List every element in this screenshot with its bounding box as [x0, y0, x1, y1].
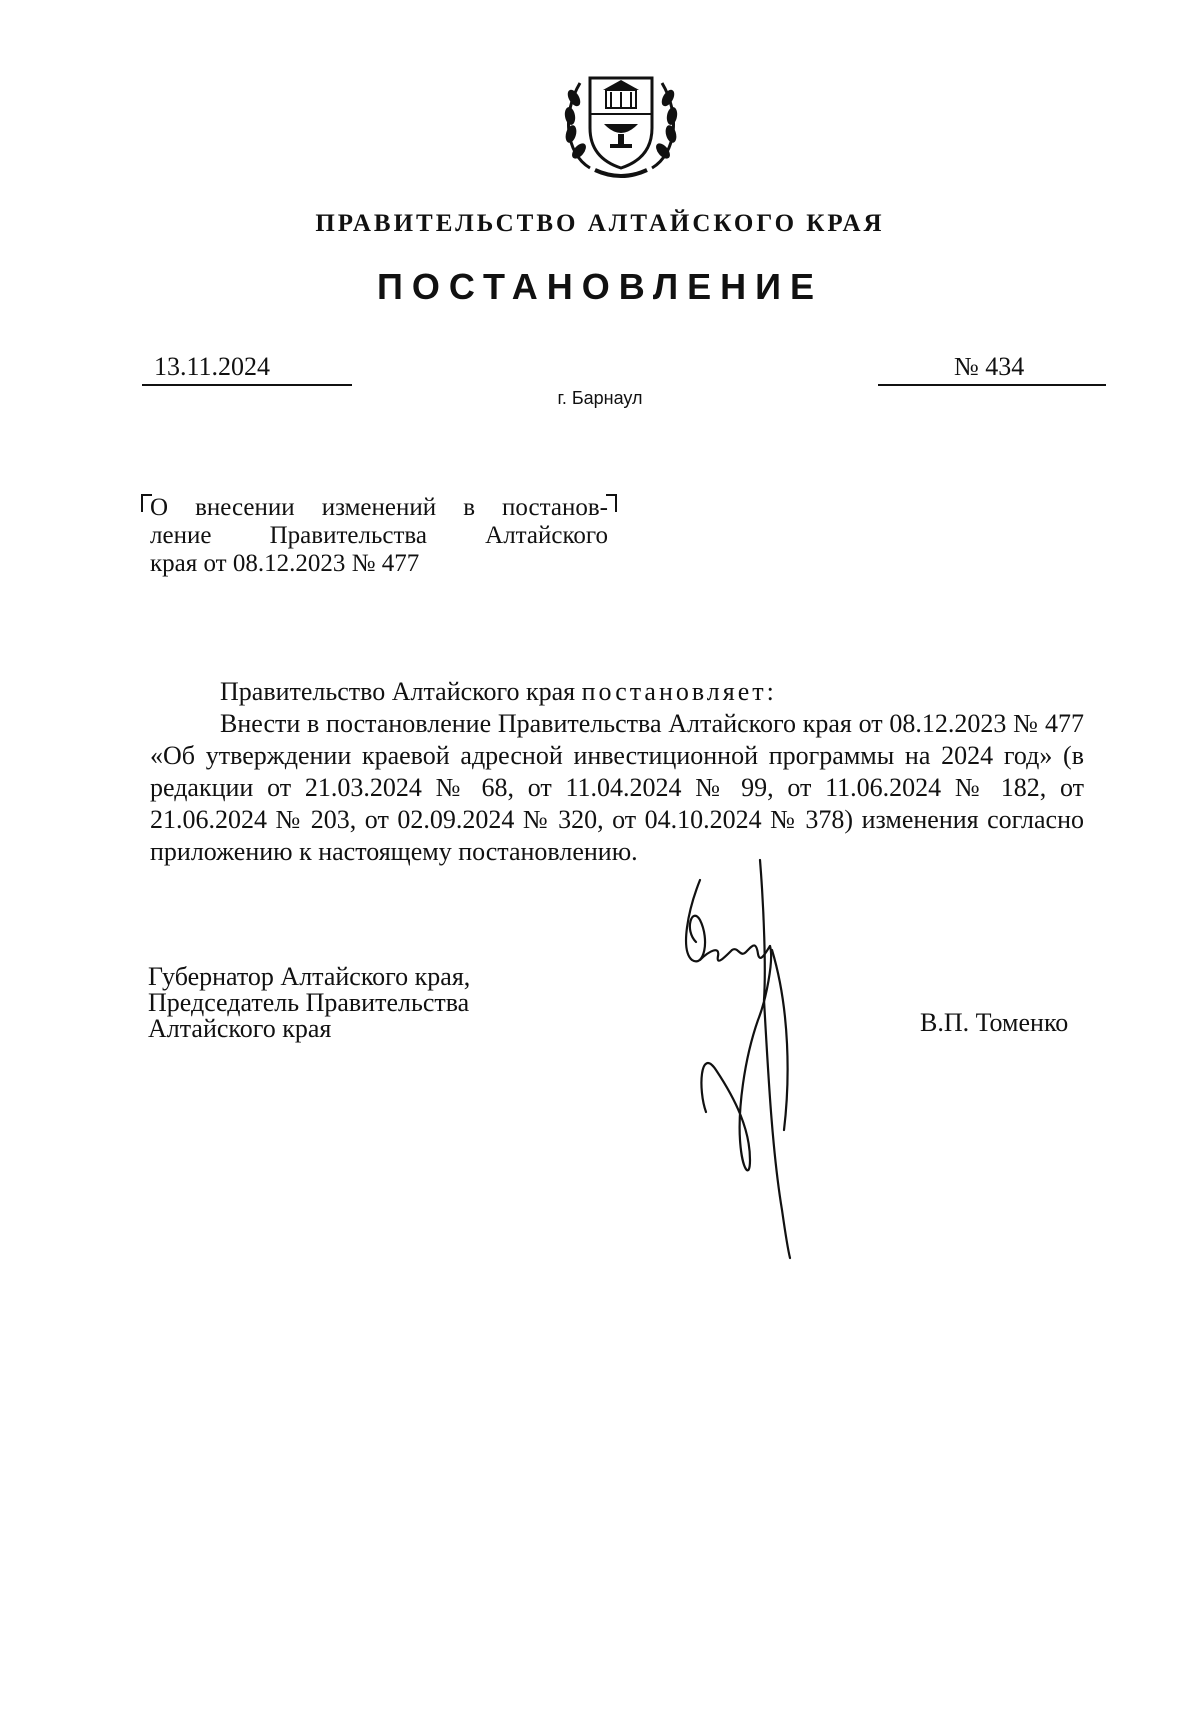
document-number: № 434	[954, 352, 1025, 381]
decree-paragraph: Внести в постановление Правительства Алтайского края от 08.12.2023 № 477 «Об утверждении краевой адресной инвестиционной программы на 2024 год» (в редакции от 21.03.2024 № 68, от 11.04.2024 № 99, от 11.06.2024 № 182, от 21.06.2024 № 203, от 02.09.2024 № 320, от 04.10.2024 № 378) изменения согласно приложению к настоящему постановлению.	[150, 709, 1084, 866]
subject-line-1: О внесении изменений в постанов-	[150, 494, 608, 521]
organization-title: ПРАВИТЕЛЬСТВО АЛТАЙСКОГО КРАЯ	[315, 210, 885, 237]
signer-name: В.П. Томенко	[920, 1008, 1069, 1037]
preamble: Правительство Алтайского края постановляет:	[220, 677, 777, 706]
coat-of-arms-icon	[560, 58, 682, 184]
signer-position: Губернатор Алтайского края, Председатель Правительства Алтайского края	[148, 962, 471, 1043]
number-field	[878, 352, 1106, 386]
document-type-title: ПОСТАНОВЛЕНИЕ	[377, 266, 823, 307]
handwritten-signature-icon	[640, 850, 860, 1270]
subject-line-3: края от 08.12.2023 № 477	[150, 550, 420, 577]
city-label: г. Барнаул	[557, 388, 643, 408]
document-body	[150, 676, 1084, 868]
document-subject	[150, 494, 608, 578]
date-field	[142, 352, 352, 386]
subject-line-2: ление Правительства Алтайского	[150, 522, 608, 549]
document-date: 13.11.2024	[154, 352, 271, 381]
